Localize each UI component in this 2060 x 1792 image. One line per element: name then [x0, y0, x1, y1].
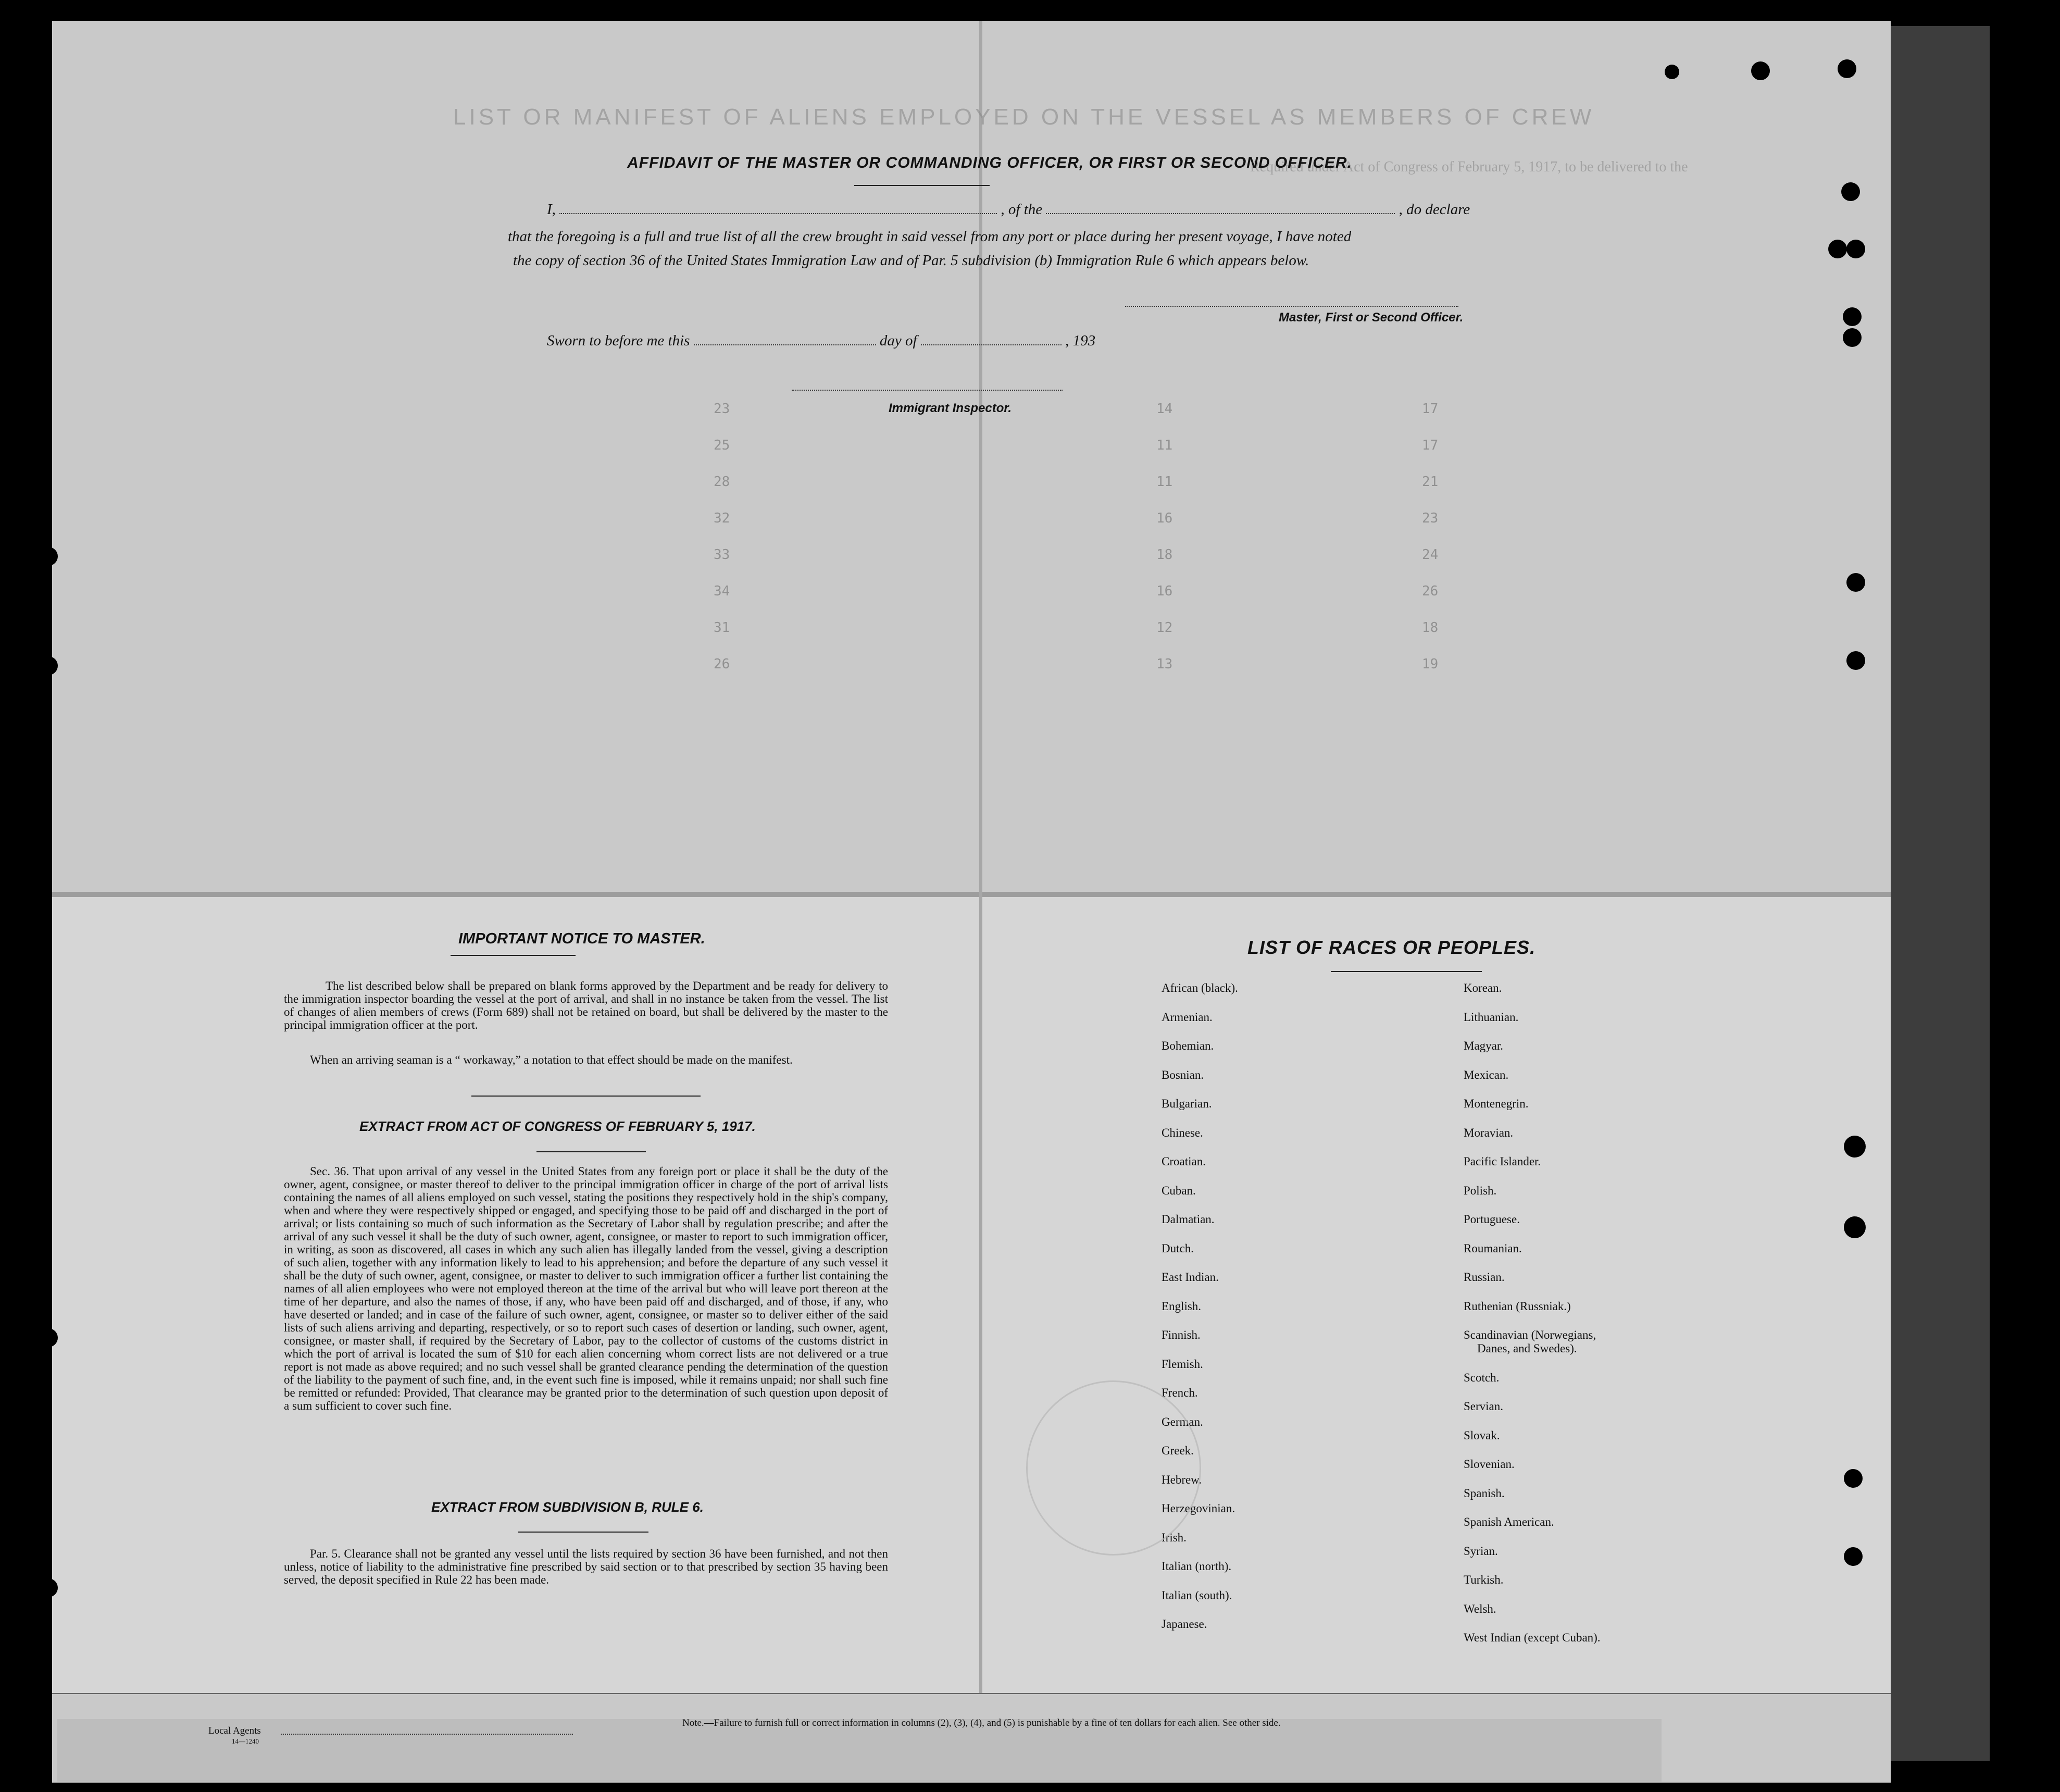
ghost-cell: 16 [1156, 583, 1173, 599]
affidavit-line-3: the copy of section 36 of the United States Immigration Law and of Par. 5 subdivision (b) Immigration Rule 6 which appears below. [513, 252, 1309, 269]
race-item: Japanese. [1162, 1617, 1207, 1631]
punch-hole [1846, 651, 1865, 670]
race-item: Danes, and Swedes). [1477, 1342, 1577, 1355]
race-item: Hebrew. [1162, 1473, 1202, 1486]
extract-rule-rule [518, 1532, 648, 1533]
ghost-cell: 14 [1156, 401, 1173, 417]
ghost-cell: 24 [1422, 547, 1439, 563]
extract-rule-title: EXTRACT FROM SUBDIVISION B, RULE 6. [431, 1499, 704, 1515]
punch-hole [1843, 328, 1862, 347]
race-item: Dutch. [1162, 1241, 1194, 1255]
punch-hole [1844, 1469, 1863, 1488]
punch-hole [39, 656, 58, 675]
signature-line[interactable] [1125, 306, 1458, 307]
ghost-row [172, 547, 1682, 583]
ghost-row [172, 620, 1682, 656]
race-item: Ruthenian (Russniak.) [1464, 1299, 1571, 1313]
notice-rule [451, 955, 576, 956]
punch-hole [39, 1578, 58, 1597]
race-item: Moravian. [1464, 1126, 1514, 1139]
affidavit-line-2: that the foregoing is a full and true list of all the crew brought in said vessel from any port or place during her present voyage, I have noted [508, 228, 1352, 245]
punch-hole [1843, 307, 1862, 326]
race-item: Italian (north). [1162, 1560, 1232, 1573]
ghost-row [172, 438, 1682, 474]
race-item: Polish. [1464, 1184, 1497, 1197]
ghost-cell: 26 [1422, 583, 1439, 599]
footer-note: Note.—Failure to furnish full or correct information in columns (2), (3), (4), and (5) is punishable by a fine of ten dollars for each alien. See other side. [682, 1718, 1281, 1728]
ghost-cell: 32 [714, 511, 730, 526]
ghost-cell: 21 [1422, 474, 1439, 490]
local-agents-line[interactable] [281, 1734, 573, 1735]
race-item: Spanish. [1464, 1486, 1505, 1500]
ghost-cell: 18 [1156, 547, 1173, 563]
notice-paragraph-1: The list described below shall be prepared on blank forms approved by the Department and be ready for delivery to the immigration inspector boarding the vessel at the port of arrival, and shall in no instance be taken from the vessel. The list of changes of alien members of crews (Form 689) shall not be retained on board, but shall be delivered by the master to the principal immigration officer at the port. [284, 979, 888, 1031]
local-agents-label: Local Agents [208, 1725, 261, 1736]
ghost-manifest-title: LIST OR MANIFEST OF ALIENS EMPLOYED ON THE VESSEL AS MEMBERS OF CREW [453, 104, 1595, 130]
notice-title-text: IMPORTANT NOTICE TO MASTER. [458, 930, 705, 947]
race-item: Montenegrin. [1464, 1097, 1529, 1110]
inspector-signature-line[interactable] [792, 390, 1063, 391]
sworn-month-field[interactable] [921, 333, 1062, 345]
race-item: Armenian. [1162, 1010, 1213, 1024]
race-item: Russian. [1464, 1271, 1505, 1284]
ghost-cell: 17 [1422, 401, 1439, 417]
sworn-text: Sworn to before me this [547, 332, 690, 349]
ghost-cell: 23 [714, 401, 730, 417]
punch-hole [1846, 573, 1865, 592]
race-item: Italian (south). [1162, 1588, 1232, 1602]
ghost-cell: 31 [714, 620, 730, 636]
race-item: English. [1162, 1299, 1202, 1313]
race-item: Croatian. [1162, 1155, 1206, 1168]
inspector-label: Immigrant Inspector. [889, 401, 1012, 415]
race-item: Cuban. [1162, 1184, 1196, 1197]
ghost-cell: 12 [1156, 620, 1173, 636]
ghost-cell: 13 [1156, 656, 1173, 672]
ghost-row [172, 583, 1682, 620]
race-item: Welsh. [1464, 1602, 1496, 1615]
punch-hole [1751, 61, 1770, 80]
punch-hole [39, 1328, 58, 1347]
form-number: 14—1240 [232, 1737, 259, 1745]
race-item: Magyar. [1464, 1039, 1504, 1052]
race-item: German. [1162, 1415, 1203, 1428]
affidavit-of-the: , of the [1001, 201, 1043, 218]
ghost-row [172, 656, 1682, 693]
punch-hole [1844, 1136, 1866, 1158]
punch-hole [1844, 1547, 1863, 1566]
race-item: Greek. [1162, 1444, 1194, 1457]
race-item: Chinese. [1162, 1126, 1203, 1139]
ghost-cell: 28 [714, 474, 730, 490]
race-item: Lithuanian. [1464, 1010, 1519, 1024]
ghost-cell: 11 [1156, 438, 1173, 453]
punch-hole [39, 547, 58, 566]
race-item: Slovenian. [1464, 1458, 1515, 1471]
vessel-field[interactable] [1046, 202, 1395, 214]
signature-label: Master, First or Second Officer. [1279, 310, 1464, 325]
sworn-day-field[interactable] [694, 333, 876, 345]
ghost-row [172, 474, 1682, 511]
race-item: Irish. [1162, 1530, 1187, 1544]
race-item: Finnish. [1162, 1328, 1201, 1341]
punch-hole [1665, 65, 1679, 79]
race-item: French. [1162, 1386, 1198, 1399]
races-title: LIST OF RACES OR PEOPLES. [1247, 937, 1536, 958]
race-item: Dalmatian. [1162, 1213, 1215, 1226]
day-of-text: day of [879, 332, 917, 349]
affidavit-i: I, [547, 201, 556, 218]
ghost-cell: 11 [1156, 474, 1173, 490]
race-item: African (black). [1162, 981, 1238, 994]
name-field[interactable] [559, 202, 997, 214]
affidavit-title: AFFIDAVIT OF THE MASTER OR COMMANDING OFFICER, OR FIRST OR SECOND OFFICER. [627, 154, 1352, 171]
races-title-rule [1331, 971, 1482, 972]
ghost-cell: 25 [714, 438, 730, 453]
vertical-fold [979, 21, 982, 1732]
ghost-manifest-subtitle: Required under Act of Congress of February 5, 1917, to be delivered to the [1250, 159, 1688, 175]
section-36-text: Sec. 36. That upon arrival of any vessel in the United States from any foreign port or place it shall be the duty of the owner, agent, consignee, or master thereof to deliver to the principal immigration officer in charge of the port of arrival lists containing the names of all aliens employed on such vessel, stating the positions they respectively hold in the ship's company, when and where they were respectively shipped or engaged, and specifying those to be paid off and discharged in the port of arrival; or lists containing so much of such information as the Secretary of Labor shall by regulation prescribe; and after the arrival of any such vessel it shall be the duty of such owner, agent, consignee, or master to report to such immigration officer, in writing, as soon as discovered, all cases in which any such alien has illegally landed from the vessel, giving a description of such alien, together with any information likely to lead to his apprehension; and before the departure of any such vessel it shall be the duty of such owner, agent, consignee, or master to deliver to such immigration officer a further list containing the names of all alien employees who were not employed thereon at the time of the arrival but who will leave port thereon at the time of her departure, and also the names of those, if any, who have been paid off and discharged, and of those, if any, who have deserted or landed; and in case of the failure of such owner, agent, consignee, or master so to deliver either of the said lists of such aliens arriving and departing, respectively, or so to report such cases of desertion or landing, such owner, agent, consignee, or master shall, if required by the Secretary of Labor, pay to the collector of customs of the customs district in which the port of arrival is located the sum of $10 for each alien concerning whom correct lists are not delivered or a true report is not made as above required; and no such vessel shall be granted clearance pending the determination of the question of the liability to the payment of such fine, and, in the event such fine is imposed, while it remains unpaid; nor shall such fine be remitted or refunded: Provided, That clearance may be granted prior to the determination of such question upon deposit of a sum sufficient to cover such fine. [284, 1165, 888, 1412]
section-rule-1 [471, 1096, 701, 1097]
sworn-line [547, 332, 1095, 350]
punch-hole [1841, 182, 1860, 201]
ghost-cell: 34 [714, 583, 730, 599]
affidavit-line-1 [547, 201, 1470, 218]
ghost-cell: 19 [1422, 656, 1439, 672]
race-item: Pacific Islander. [1464, 1155, 1541, 1168]
race-item: Scotch. [1464, 1371, 1500, 1384]
race-item: West Indian (except Cuban). [1464, 1631, 1601, 1644]
race-item: Flemish. [1162, 1357, 1203, 1371]
notice-paragraph-2: When an arriving seaman is a “ workaway,” a notation to that effect should be made on the manifest. [310, 1053, 793, 1066]
ghost-cell: 33 [714, 547, 730, 563]
race-item: Bohemian. [1162, 1039, 1214, 1052]
affidavit-title-rule [854, 185, 990, 186]
par-5-text: Par. 5. Clearance shall not be granted any vessel until the lists required by section 36 have been furnished, and not then unless, notice of liability to the administrative fine prescribed by said section or to that prescribed by section 35 having been served, the deposit specified in Rule 22 has been made. [284, 1547, 888, 1586]
punch-hole [1846, 240, 1865, 258]
ghost-cell: 18 [1422, 620, 1439, 636]
race-item: Bosnian. [1162, 1068, 1204, 1081]
race-item: Syrian. [1464, 1544, 1498, 1558]
ghost-cell: 23 [1422, 511, 1439, 526]
race-item: Herzegovinian. [1162, 1502, 1235, 1515]
race-item: Scandinavian (Norwegians, [1464, 1328, 1596, 1341]
race-item: Portuguese. [1464, 1213, 1520, 1226]
race-item: Slovak. [1464, 1428, 1500, 1442]
ghost-cell: 26 [714, 656, 730, 672]
extract-act-rule [536, 1151, 646, 1152]
punch-hole [1838, 59, 1856, 78]
punch-hole [1828, 240, 1847, 258]
race-item: Korean. [1464, 981, 1502, 994]
extract-act-title: EXTRACT FROM ACT OF CONGRESS OF FEBRUARY 5, 1917. [359, 1118, 756, 1134]
race-item: Roumanian. [1464, 1241, 1522, 1255]
race-item: Bulgarian. [1162, 1097, 1212, 1110]
fold-line [52, 892, 1891, 897]
faded-seal [1026, 1380, 1201, 1555]
ghost-row [172, 511, 1682, 547]
punch-hole [1844, 1216, 1866, 1238]
ghost-cell: 17 [1422, 438, 1439, 453]
race-item: Servian. [1464, 1400, 1504, 1413]
race-item: East Indian. [1162, 1271, 1219, 1284]
race-item: Turkish. [1464, 1573, 1504, 1586]
race-item: Spanish American. [1464, 1515, 1554, 1528]
ghost-cell: 16 [1156, 511, 1173, 526]
year-text: , 193 [1065, 332, 1096, 349]
race-item: Mexican. [1464, 1068, 1509, 1081]
affidavit-do-declare: , do declare [1399, 201, 1470, 218]
